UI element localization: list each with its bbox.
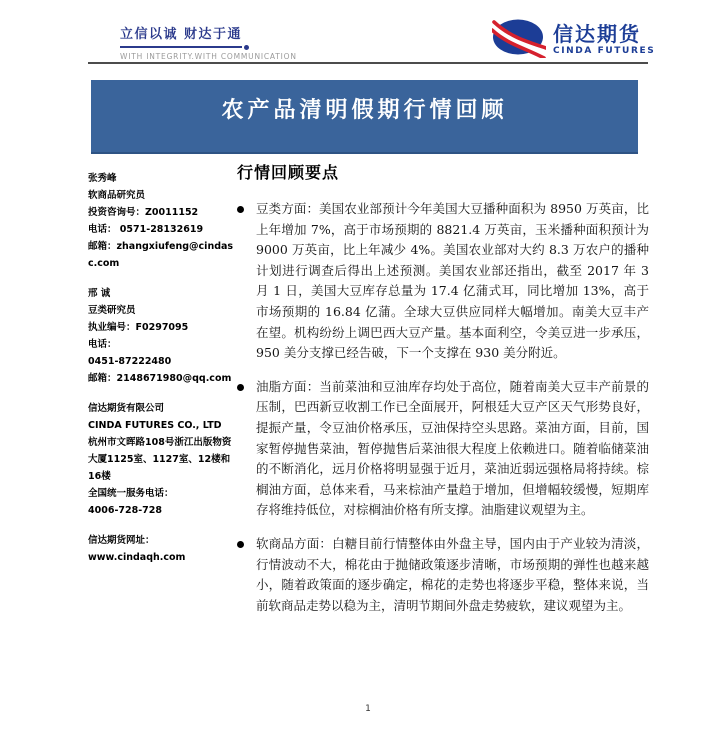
info-line: 信达期货网址： — [88, 535, 155, 546]
info-line: 电话： — [88, 339, 117, 350]
company-slogan — [120, 23, 297, 61]
info-block — [88, 170, 235, 272]
info-block — [88, 532, 235, 566]
section-heading: 行情回顾要点 — [237, 163, 340, 182]
info-line: 豆类研究员 — [88, 305, 136, 316]
info-block — [88, 285, 235, 387]
slogan-english: WITH INTEGRITY.WITH COMMUNICATION — [120, 52, 297, 61]
info-line: 邮箱：zhangxiufeng@cindasc.com — [88, 241, 234, 269]
logo-name-english: CINDA FUTURES — [553, 45, 656, 56]
logo-name-chinese: 信达期货 — [553, 21, 641, 46]
info-line: 软商品研究员 — [88, 190, 146, 201]
info-line: 全国统一服务电话： — [88, 488, 174, 499]
info-line: 电话： 0571-28132619 — [88, 224, 204, 235]
review-bullet-item — [237, 534, 649, 616]
bullet-text: 软商品方面：白糖目前行情整体由外盘主导，国内由于产业较为清淡，行情波动不大，棉花由于抛储政策逐步清晰，市场预期的弹性也越来越小，随着政策面的逐步确定，棉花的走势也将逐步平稳，整体来说，当前软商品走势以稳为主，清明节期间外盘走势疲软，建议观望为主。 — [256, 535, 649, 613]
slogan-chinese: 立信以诚 财达于通 — [120, 23, 242, 48]
header-divider — [88, 62, 648, 64]
company-logo — [492, 17, 655, 62]
info-line: 投资咨询号：Z0011152 — [88, 207, 199, 218]
bullet-text: 油脂方面：当前菜油和豆油库存均处于高位，随着南美大豆丰产前景的压制，巴西新豆收割工作已全面展开，阿根廷大豆产区天气形势良好，提振产量，令豆油价格承压，豆油保持空头思路。菜油方面，目前，国家暂停抛售菜油，暂停抛售后菜油很大程度上依赖进口。随着临储菜油的不断消化，远月价格将明显强于近月，菜油近弱远强格局将持续。棕榈油方面，总体来看，马来棕油产量趋于增加，但增幅较缓慢，短期库存将维持低位，对棕榈油价格有所支撑。油脂建议观望为主。 — [256, 378, 649, 518]
info-line: 张秀峰 — [88, 173, 117, 184]
info-line: 0451-87222480 — [88, 356, 172, 367]
bullet-icon — [237, 541, 244, 548]
review-bullet-item — [237, 199, 649, 364]
main-content — [237, 160, 649, 629]
review-bullet-item — [237, 377, 649, 521]
cinda-swoosh-icon — [492, 17, 546, 62]
info-line: 4006-728-728 — [88, 505, 162, 516]
info-line: www.cindaqh.com — [88, 552, 186, 563]
info-block — [88, 400, 235, 519]
info-line: 邢 诚 — [88, 288, 111, 299]
bullet-text: 豆类方面：美国农业部预计今年美国大豆播种面积为 8950 万英亩，比上年增加 7%，高于市场预期的 8821.4 万英亩，玉米播种面积预计为 9000 万英亩，比上年减少 4%。美国农业部对大约 8.3 万农户的播种计划进行调查后得出上述预测。美国农业部还指出，截至 2017 年 3 月 1 日，美国大豆库存总量为 17.4 亿蒲式耳，同比增加 13%，高于市场预期的 16.84 亿蒲。全球大豆供应同样大幅增加。南美大豆丰产在望。机构纷纷上调巴西大豆产量。基本面利空，令美豆进一步承压，950 美分支撑已经告破，下一个支撑在 930 美分附近。 — [256, 201, 649, 361]
page-footer — [88, 696, 648, 715]
info-line: CINDA FUTURES CO., LTD — [88, 420, 222, 431]
bullet-icon — [237, 384, 244, 391]
bullet-icon — [237, 206, 244, 213]
info-line: 信达期货有限公司 — [88, 403, 165, 414]
report-title: 农产品清明假期行情回顾 — [221, 97, 508, 123]
sidebar — [88, 170, 235, 579]
info-line: 执业编号：F0297095 — [88, 322, 189, 333]
info-line: 杭州市文晖路108号浙江出版物资大厦1125室、1127室、12楼和16楼 — [88, 437, 232, 482]
review-bullet-list — [237, 199, 649, 616]
page-number: 1 — [365, 704, 371, 714]
logo-wordmark — [553, 21, 656, 56]
info-line: 邮箱：2148671980@qq.com — [88, 373, 232, 384]
title-banner — [91, 80, 638, 154]
